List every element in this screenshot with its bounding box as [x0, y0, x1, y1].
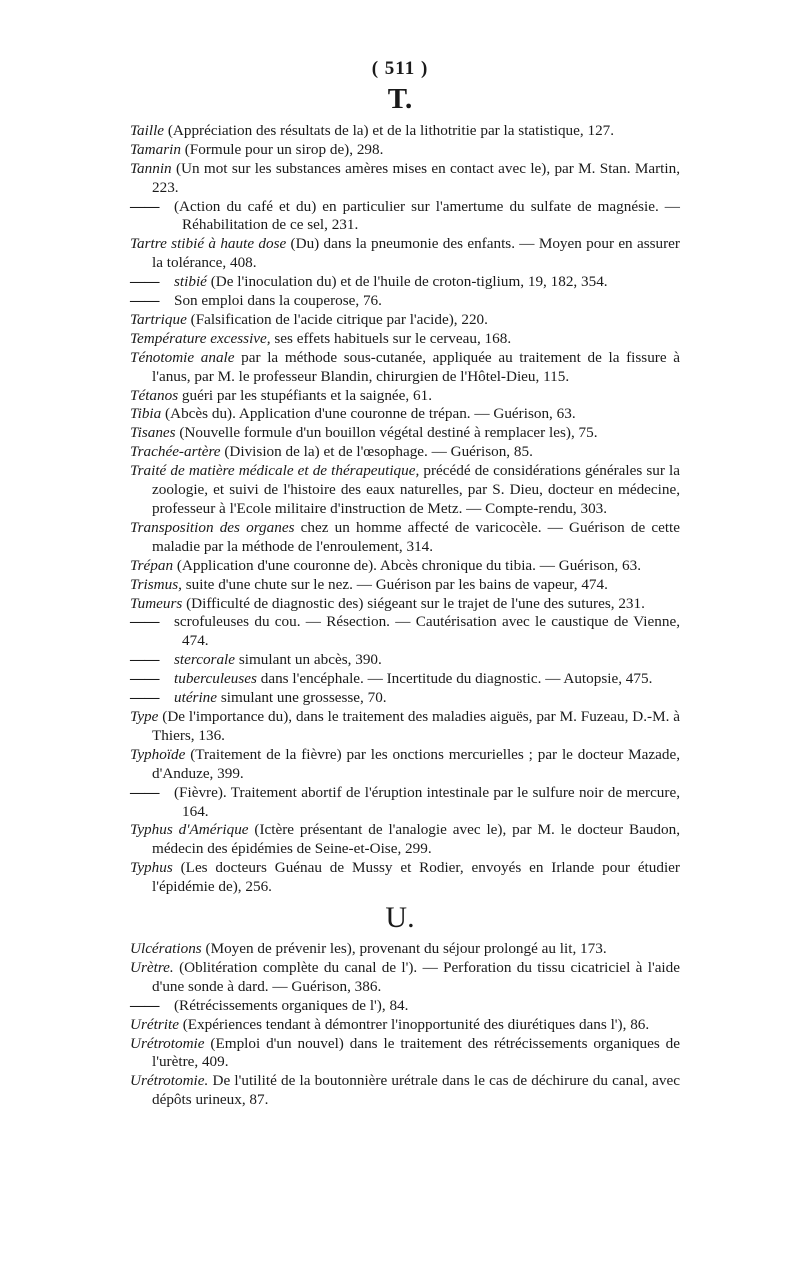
- index-entry: [130, 613, 680, 651]
- entry-text: (Les docteurs Guénau de Mussy et Rodier, envoyés en Irlande pour étudier l'épidémie de), 256.: [152, 859, 680, 896]
- entry-text: (Emploi d'un nouvel) dans le traitement des rétrécissements organiques de l'urètre, 409.: [152, 1034, 680, 1071]
- entry-headword: Trépan: [130, 556, 174, 574]
- index-entry: [130, 141, 680, 160]
- entry-headword: Tamarin: [130, 140, 181, 158]
- index-entry: [130, 595, 680, 614]
- index-entry: [130, 273, 680, 292]
- entry-headword: Tétanos: [130, 386, 179, 404]
- index-entry: [130, 746, 680, 784]
- entry-headword: Urétrotomie: [130, 1034, 205, 1052]
- entry-headword: stercorale: [174, 651, 236, 669]
- entry-headword: Typhus d'Amérique: [130, 821, 249, 839]
- index-entry: [130, 160, 680, 198]
- index-entry: [130, 784, 680, 822]
- entry-text: (Formule pour un sirop de), 298.: [180, 140, 384, 158]
- index-entry: [130, 557, 680, 576]
- index-list-t: [0, 122, 800, 897]
- index-entry: [130, 311, 680, 330]
- entry-headword: Trismus,: [130, 575, 182, 593]
- entry-headword: Traité de matière médicale et de thérapeutique,: [130, 462, 420, 480]
- index-entry: [130, 462, 680, 519]
- entry-text: (Difficulté de diagnostic des) siégeant sur le trajet de l'une des sutures, 231.: [182, 594, 645, 612]
- index-entry: [130, 405, 680, 424]
- index-entry: [130, 670, 680, 689]
- entry-text: (Ictère présentant de l'analogie avec le), par M. le docteur Baudon, médecin des épidémies de Seine-et-Oise, 299.: [152, 821, 680, 858]
- entry-text: (Rétrécissements organiques de l'), 84.: [174, 996, 409, 1014]
- entry-headword: Température excessive,: [130, 329, 271, 347]
- repeat-dash: ——: [130, 783, 159, 801]
- entry-text: (Application d'une couronne de). Abcès chronique du tibia. — Guérison, 63.: [173, 556, 641, 574]
- entry-headword: Ulcérations: [130, 940, 202, 958]
- entry-text: ses effets habituels sur le cerveau, 168.: [270, 329, 512, 347]
- entry-text: (Division de la) et de l'œsophage. — Guérison, 85.: [220, 443, 533, 461]
- index-entry: [130, 940, 680, 959]
- entry-headword: Transposition des organes: [130, 518, 295, 536]
- entry-text: (Un mot sur les substances amères mises en contact avec le), par M. Stan. Martin, 223.: [152, 159, 680, 196]
- entry-headword: Typhoïde: [130, 745, 186, 763]
- entry-text: simulant une grossesse, 70.: [217, 689, 387, 707]
- entry-headword: Urétrotomie.: [130, 1072, 209, 1090]
- entry-headword: utérine: [174, 689, 218, 707]
- entry-headword: Tisanes: [130, 424, 176, 442]
- repeat-dash: ——: [130, 292, 159, 310]
- repeat-dash: ——: [130, 273, 159, 291]
- index-entry: [130, 1035, 680, 1073]
- entry-headword: Tartre stibié à haute dose: [130, 235, 287, 253]
- entry-headword: Type: [130, 707, 159, 725]
- repeat-dash: ——: [130, 651, 159, 669]
- entry-text: Son emploi dans la couperose, 76.: [174, 292, 382, 310]
- repeat-dash: ——: [130, 197, 159, 215]
- entry-text: dans l'encéphale. — Incertitude du diagnostic. — Autopsie, 475.: [256, 670, 653, 688]
- entry-text: (De l'importance du), dans le traitement des maladies aiguës, par M. Fuzeau, D.-M. à Thiers, 136.: [152, 707, 680, 744]
- index-entry: [130, 651, 680, 670]
- entry-headword: Tibia: [130, 405, 162, 423]
- entry-headword: stibié: [174, 273, 207, 291]
- index-entry: [130, 292, 680, 311]
- entry-text: précédé de considérations générales sur la zoologie, et suivi de l'histoire des eaux naturelles, par S. Dieu, docteur en médecine, professeur à l'Ecole militaire d'instruction de Metz. — Compte-rendu, 303.: [152, 462, 680, 518]
- entry-text: (De l'inoculation du) et de l'huile de croton-tiglium, 19, 182, 354.: [206, 273, 608, 291]
- entry-headword: tuberculeuses: [174, 670, 257, 688]
- entry-text: scrofuleuses du cou. — Résection. — Cautérisation avec le caustique de Vienne, 474.: [174, 613, 680, 650]
- entry-headword: Urétrite: [130, 1015, 179, 1033]
- index-entry: [130, 1016, 680, 1035]
- entry-text: (Abcès du). Application d'une couronne de trépan. — Guérison, 63.: [161, 405, 576, 423]
- index-entry: [130, 330, 680, 349]
- index-entry: [130, 443, 680, 462]
- entry-headword: Tannin: [130, 159, 172, 177]
- index-entry: [130, 235, 680, 273]
- index-entry: [130, 689, 680, 708]
- index-list-u: [0, 940, 800, 1110]
- index-entry: [130, 859, 680, 897]
- index-entry: [130, 424, 680, 443]
- index-entry: [130, 387, 680, 406]
- entry-headword: Typhus: [130, 859, 173, 877]
- entry-text: De l'utilité de la boutonnière urétrale dans le cas de déchirure du canal, avec dépôts urineux, 87.: [152, 1072, 680, 1109]
- entry-headword: Taille: [130, 121, 165, 139]
- entry-text: (Fièvre). Traitement abortif de l'éruption intestinale par le sulfure noir de mercure, 164.: [174, 783, 680, 820]
- entry-text: (Appréciation des résultats de la) et de la lithotritie par la statistique, 127.: [164, 121, 615, 139]
- entry-text: (Expériences tendant à démontrer l'inopportunité des diurétiques dans l'), 86.: [178, 1015, 650, 1033]
- repeat-dash: ——: [130, 996, 159, 1014]
- entry-text: (Nouvelle formule d'un bouillon végétal destiné à remplacer les), 75.: [175, 424, 598, 442]
- index-entry: [130, 821, 680, 859]
- entry-headword: Tumeurs: [130, 594, 183, 612]
- entry-text: (Traitement de la fièvre) par les onctions mercurielles ; par le docteur Mazade, d'Anduze, 399.: [152, 745, 680, 782]
- entry-headword: Urètre.: [130, 958, 174, 976]
- index-entry: [130, 519, 680, 557]
- section-heading-t: T.: [387, 83, 413, 115]
- entry-text: simulant un abcès, 390.: [235, 651, 382, 669]
- entry-text: (Moyen de prévenir les), provenant du séjour prolongé au lit, 173.: [201, 940, 607, 958]
- index-entry: [130, 349, 680, 387]
- entry-headword: Ténotomie anale: [130, 348, 235, 366]
- entry-text: par la méthode sous-cutanée, appliquée au traitement de la fissure à l'anus, par M. le professeur Blandin, chirurgien de l'Hôtel-Dieu, 115.: [152, 348, 680, 385]
- repeat-dash: ——: [130, 670, 159, 688]
- entry-text: (Du) dans la pneumonie des enfants. — Moyen pour en assurer la tolérance, 408.: [152, 235, 680, 272]
- repeat-dash: ——: [130, 689, 159, 707]
- index-entry: [130, 708, 680, 746]
- page-number: ( 511 ): [371, 58, 429, 79]
- entry-text: (Action du café et du) en particulier sur l'amertume du sulfate de magnésie. — Réhabilitation de ce sel, 231.: [174, 197, 680, 234]
- index-entry: [130, 1072, 680, 1110]
- index-entry: [130, 122, 680, 141]
- index-entry: [130, 959, 680, 997]
- entry-headword: Trachée-artère: [130, 443, 221, 461]
- section-heading-u: U.: [385, 901, 415, 935]
- entry-text: chez un homme affecté de varicocèle. — Guérison de cette maladie par la méthode de l'enroulement, 314.: [152, 518, 681, 555]
- entry-text: (Falsification de l'acide citrique par l'acide), 220.: [186, 310, 488, 328]
- entry-text: suite d'une chute sur le nez. — Guérison par les bains de vapeur, 474.: [181, 575, 608, 593]
- index-entry: [130, 997, 680, 1016]
- entry-headword: Tartrique: [130, 310, 187, 328]
- entry-text: (Oblitération complète du canal de l'). — Perforation du tissu cicatriciel à l'aide d'une sonde à dard. — Guérison, 386.: [152, 958, 680, 995]
- entry-text: guéri par les stupéfiants et la saignée, 61.: [178, 386, 432, 404]
- repeat-dash: ——: [130, 613, 159, 631]
- index-entry: [130, 198, 680, 236]
- index-entry: [130, 576, 680, 595]
